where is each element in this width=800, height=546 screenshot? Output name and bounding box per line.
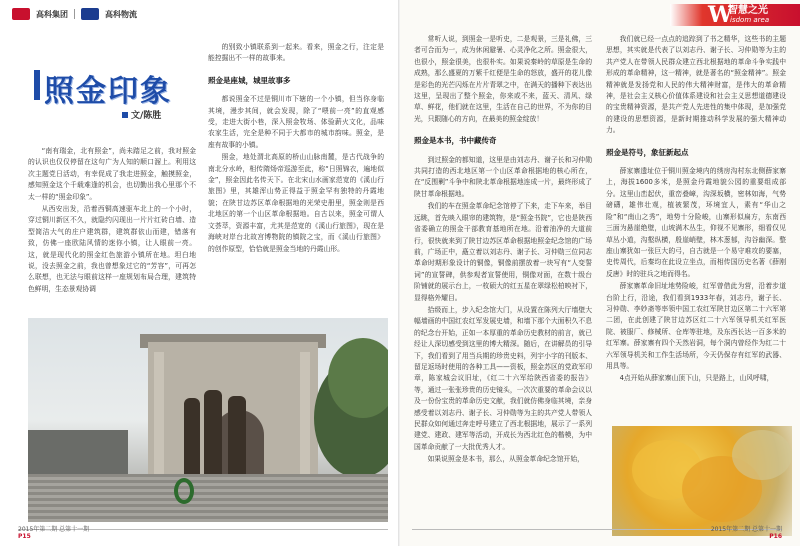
paragraph: 如果说照金是本书，那么，从照金革命纪念馆开始， — [427, 455, 584, 464]
paragraph: “南有瑞金，北有照金”，尚未踏足之前，我对照金的认识也仅仅停留在这句广为人知的顺口溜上。利用这次主题党日活动，有幸促成了我走进照金，触摸照金，感知照金这个千载难逢的机会，也切勤出我心里那个不太一样的“照金印象”。 — [28, 147, 196, 201]
byline-text: 文/陈胜 — [131, 111, 162, 121]
title-accent-bar — [34, 70, 40, 100]
wreath-icon — [174, 478, 194, 504]
photo-pillar — [300, 352, 310, 492]
paragraph: 薛家寨革命旧址地势险峻，红军曾借此为营，沿着步道台阶上行，沿途，我们看到1933年春，刘志丹，谢子长、习仲勋、李妙斋等率领中国工农红军陕甘边区第二十六军第二团，在此创建了陕甘边苏区红二十六军领导机关红军医院、被服厂、修械所、仓库等驻地，及东西长达一百多米的红军寨。薛家寨有四个天然岩洞，每个洞内曾经作为红二十六军领导机关和工作生活场所，今天仍保存有红军的武器、用具等。 — [606, 282, 786, 370]
byline-square-icon — [122, 112, 128, 118]
footer-issue: 2015年第二期 总第十一期 — [710, 526, 782, 533]
paragraph: 照金，地处渭北高原的桥山山脉南麓，是古代战争的南北分水岭，相传隋炀帝巡游至此，称“日照锦衣，遍地似金”，照金因此名传天下。在北宋山水画家范宽的《溪山行旅图》里，其雄浑山势正得益于照金罕有独特的丹霞地貌；在陕甘边苏区革命根据地的光荣史册里，照金则是西北地区的第一个山区革命根据地。自古以来，照金可谓人文荟萃，资源丰富，尤其是范宽的《溪山行旅图》，现在是海峡对岸台北故宫博物院的镇院之宝，而《溪山行旅图》的创作原型，恰恰就是照金当地的丹霞山形。 — [208, 153, 384, 253]
paragraph: 从西安出发，沿着西铜高速驱车北上的一个小时，穿过铜川新区不久，就隐约闪现出一片片红砖白墙、造型简洁大气的庄户建筑群，建筑群依山而建，错落有致，仿佛一座欧陆风情的迷你小镇，让人眼前一亮。这，就是现代化的照金红色旅游小镇所在地。坦白地说，没去照金之前，我也曾想象过它的“芳容”，可再怎么联想，也无法与眼前这样一座规划布局合理，建筑特色鲜明，生态景观协调 — [28, 205, 196, 293]
gaoke-logistics-logo-icon — [81, 8, 99, 20]
right-page — [400, 0, 800, 546]
paragraph: 我们的车在照金革命纪念馆停了下来，走下车来，举目远眺，首先映入眼帘的建筑物，是“照金书院”，它也是陕西省委确立的照金干部教育基地所在地。沿着油净的大道前行，很快就来到了陕甘边苏区革命根据地照金纪念馆的广场前，广场正中，矗立着以刘志丹、谢子长、习仲勋三位同志革命时期形象设计的铜像，铜像前摆放着一块写有“人变誓词”的宣誓碑，供参观者宣誓使用，铜像对面，在数十级台阶铺就的展示台上，一枚硕大的红五星在翠绿松柏映衬下，显得格外耀目。 — [414, 202, 592, 302]
company-logos — [12, 6, 137, 22]
photo-steps — [28, 474, 388, 522]
paragraph: 的别致小镇联系到一起来。看来，照金之行，注定是能控掘出不一样的故事来。 — [208, 43, 384, 63]
right-column-2 — [606, 34, 786, 386]
logo-text-group: 高科集团 — [36, 9, 68, 19]
page-number: P16 — [769, 533, 782, 540]
paragraph: 薛家寨遗址位于铜川照金境内的绣房沟村东北侧薛家寨上，海拔1600多米，是照金丹霞地貌公园的重要组成部分。这里山峦起伏，重峦叠嶂，沟深坂横，密林如海，气势磅礴，雄伟壮观，植被繁茂，环境宜人，素有“华山之险”和“南山之秀”，地势十分险峻，山寨形似扁方，东南西三面为悬崖绝壁，山坡满木丛生，仰视不见寨形，细看仅见草丛小道，沟壑纵横，殷崖峭壁，林木葱郁，沟谷幽深。整座山寨犹如一张巨大的弓，自古就是一个易守难攻的要塞，史传周代，后秦均在此设立坐点，而相传国历史名著《薛刚反唐》时的驻兵之地而得名。 — [606, 167, 786, 278]
paragraph: 我们就已经一点点的追踪到了书之精华，这些书的主题思想，其实就是代表了以刘志丹、谢子长、习仲勋等为主的共产党人在带领人民群众建立西北根据地的革命斗争实践中形成的革命精神，这一精神，就是著名的“照金精神”。照金精神就是发扬党和人民的伟大精神财富，是伟大的革命精神，是社会主义核心价值体系建设和社会主义思想道德建设的宝贵精神资源，是共产党人先进性的集中体现，是加强党的建设的思想资源，是新时期推动科学发展的强大精神动力。 — [606, 35, 786, 135]
section-heading-2: 照金是本书，书中藏传奇 — [414, 136, 497, 146]
photo-pillar — [154, 352, 164, 492]
section-letter: W — [708, 2, 733, 28]
section-subtitle: isdom area — [730, 16, 770, 24]
left-column-2 — [208, 42, 384, 256]
footer-issue: 2015年第二期 总第十一期 — [18, 526, 90, 533]
left-footer — [18, 524, 89, 540]
logo-text-logistics: 高科物流 — [105, 9, 137, 19]
article-title: 照金印象 — [44, 74, 172, 109]
section-title: 智慧之光 — [728, 5, 768, 16]
section-heading-3: 照金是符号，象征新起点 — [606, 147, 689, 157]
page-number: P15 — [18, 533, 31, 540]
gaoke-group-logo-icon — [12, 8, 30, 20]
right-column-1 — [414, 34, 592, 467]
paragraph: 都说照金不过是铜川市下辖的一个小镇，但当你身临其境，漫步其间，就会发现，除了“喂前一亮”的直观感受，走进大街小巷，深入照金牧场、体验薪火文化，品味农家生活，完全是种不同于大都市的城市韵味。照金，是座有故事的小镇。 — [208, 95, 384, 149]
logo-divider — [74, 9, 75, 19]
flower-petal — [732, 430, 792, 480]
paragraph: 4点开始从薛家寨山顶下山，只是路上，山风呼啸， — [619, 374, 774, 383]
statue-figure — [228, 396, 246, 484]
article-byline — [122, 108, 161, 121]
paragraph: 常听人说，到照金一是听史，二是观景，三是礼佛，三者可合而为一，成为休闲避暑、心灵净化之所。照金很大，也很小，照金很美，也很朴实。如果说秦岭的草原是生命的成熟，那么盛夏的万紫千红便是生命的怒放，盛开的花儿像是彩色的光芒闪烁在片片青翠之中，在满天的播种下表达出这里，呈现出了整个照金，你来或不来，蓝天、清风、绿草、鲜花，他们就在这里，生活在自己的世界，不为你的目光，只跟随心的方向，在最美的照金绽放！ — [414, 35, 592, 123]
left-column-1 — [28, 146, 196, 296]
flower-photo — [612, 426, 792, 536]
paragraph: 拾级而上，步入纪念馆大门，从设置在陈列大厅墙壁大幅墙画的中国红农红军发展史墙，和墙下那个大面积久不息的纪念台开始，正如一本厚重的革命历史教材的前言，就已经让人深切感受到这里的博大精深。随后，在讲解员的引导下，我们看到了用当兵期的珍贵史料，列宇小字的刊版本、留足返场时使用的各种工具——资板，照金苏区的党政军印章，陈家城会议旧址，《红二十六军给陕西省委的报告》等，通过一张张珍贵的历史镜头，一次次重要的革命会议以及一份份宝贵的革命历史文献，我们就仿佛身临其境，亲身感受着以刘志丹、谢子长、习仲勋等为主的共产党人带领人民群众如何通过奔走呼号建立了西北根据地，展示了一系列建党、建政、建军等活动，开成长为西北红色的楷模，为中国革命贡献了一大批优秀人才。 — [414, 305, 592, 451]
memorial-photo — [28, 318, 388, 522]
section-banner — [670, 4, 800, 26]
statue-figure — [184, 398, 200, 484]
paragraph: 到过照金的都知道，这里是由刘志丹、谢子长和习仲勋共同打造的西北地区第一个山区革命根据地的核心所在，在“反围剿”斗争中和陕北革命根据地连成一片，最终形成了陕甘革命根据地。 — [414, 155, 592, 198]
section-heading-1: 照金是座城，城里故事多 — [208, 75, 291, 85]
statue-figure — [204, 390, 222, 484]
right-footer — [711, 524, 782, 540]
